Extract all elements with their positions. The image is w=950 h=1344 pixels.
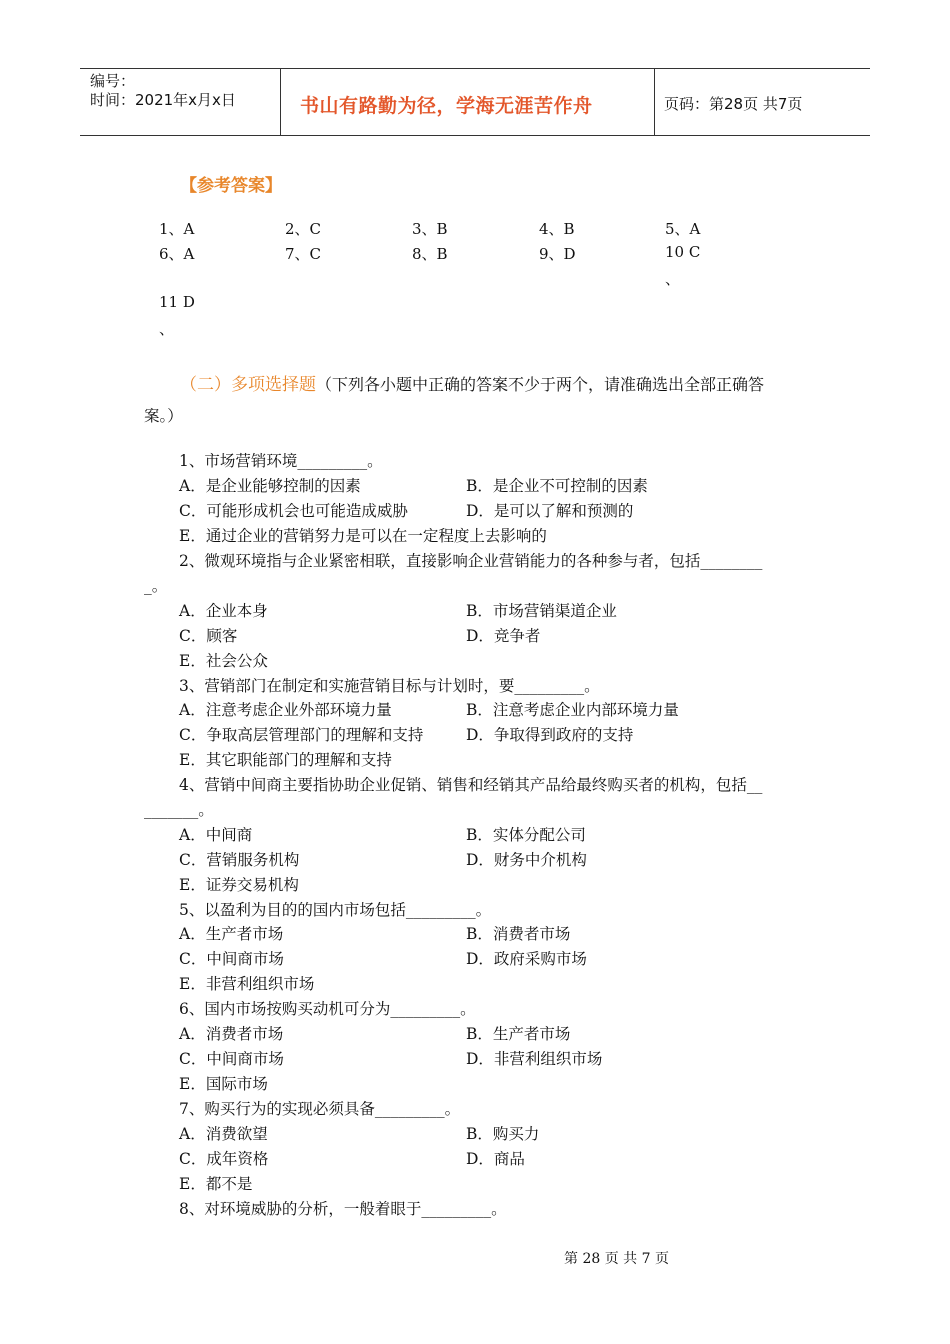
question-stem-cont: _。	[144, 577, 168, 595]
option-a: A．消费欲望	[179, 1125, 268, 1143]
question-stem: 3、营销部门在制定和实施营销目标与计划时，要_________。	[179, 677, 600, 695]
answer-item: 1、A	[159, 220, 195, 238]
option-d: D．政府采购市场	[466, 950, 587, 968]
option-c: C．可能形成机会也可能造成威胁	[179, 502, 408, 520]
option-d: D．财务中介机构	[466, 851, 587, 869]
section-intro: （下列各小题中正确的答案不少于两个，请准确选出全部正确答	[316, 375, 765, 394]
option-e: E．证券交易机构	[179, 876, 299, 894]
header-code: 编号：	[90, 72, 136, 90]
option-c: C．争取高层管理部门的理解和支持	[179, 726, 424, 744]
option-c: C．中间商市场	[179, 950, 284, 968]
answer-item: 4、B	[539, 220, 575, 238]
option-b: B．市场营销渠道企业	[466, 602, 617, 620]
option-a: A．消费者市场	[179, 1025, 284, 1043]
option-b: B．消费者市场	[466, 925, 571, 943]
option-a: A．是企业能够控制的因素	[179, 477, 361, 495]
option-d: D．争取得到政府的支持	[466, 726, 634, 744]
option-d: D．非营利组织市场	[466, 1050, 603, 1068]
question-stem: 1、市场营销环境_________。	[179, 452, 383, 470]
option-e: E．通过企业的营销努力是可以在一定程度上去影响的	[179, 527, 547, 545]
option-b: B．实体分配公司	[466, 826, 586, 844]
option-b: B．是企业不可控制的因素	[466, 477, 648, 495]
question-stem: 5、以盈利为目的的国内市场包括_________。	[179, 901, 492, 919]
answers-title: 【参考答案】	[180, 176, 282, 196]
question-stem: 7、购买行为的实现必须具备_________。	[179, 1100, 461, 1118]
section-heading	[180, 370, 764, 395]
header-page-info: 页码：第28页 共7页	[664, 95, 803, 113]
section-intro-cont: 案。）	[144, 407, 183, 425]
header-divider-right	[654, 68, 655, 136]
option-d: D．商品	[466, 1150, 525, 1168]
answer-item: 5、A	[665, 220, 701, 238]
option-e: E．其它职能部门的理解和支持	[179, 751, 392, 769]
option-c: C．营销服务机构	[179, 851, 300, 869]
header-motto: 书山有路勤为径，学海无涯苦作舟	[300, 95, 593, 117]
answer-item: 7、C	[285, 245, 322, 263]
question-stem: 2、微观环境指与企业紧密相联，直接影响企业营销能力的各种参与者，包括________	[179, 552, 763, 570]
option-d: D．是可以了解和预测的	[466, 502, 634, 520]
question-stem-cont: _______。	[144, 801, 214, 819]
option-e: E．都不是	[179, 1175, 253, 1193]
header-divider-left	[280, 68, 281, 136]
option-d: D．竞争者	[466, 627, 541, 645]
option-a: A．注意考虑企业外部环境力量	[179, 701, 392, 719]
question-stem: 6、国内市场按购买动机可分为_________。	[179, 1000, 476, 1018]
answer-item: 8、B	[412, 245, 448, 263]
answer-item: 9、D	[539, 245, 576, 263]
footer-page-number: 第 28 页 共 7 页	[564, 1251, 669, 1267]
answer-item: 6、A	[159, 245, 195, 263]
answer-item: 3、B	[412, 220, 448, 238]
option-b: B．注意考虑企业内部环境力量	[466, 701, 679, 719]
header-time: 时间：2021年x月x日	[90, 91, 236, 109]
header-top-rule	[80, 68, 870, 69]
answer-item: 10 C	[665, 243, 701, 261]
option-a: A．生产者市场	[179, 925, 284, 943]
answer-item: 2、C	[285, 220, 322, 238]
answer-item-tail: 、	[665, 270, 681, 288]
option-c: C．顾客	[179, 627, 238, 645]
option-c: C．成年资格	[179, 1150, 269, 1168]
header-bottom-rule	[80, 135, 870, 136]
option-e: E．国际市场	[179, 1075, 268, 1093]
option-b: B．购买力	[466, 1125, 540, 1143]
section-title: （二）多项选择题	[180, 375, 316, 395]
option-a: A．中间商	[179, 826, 253, 844]
option-c: C．中间商市场	[179, 1050, 284, 1068]
answer-item: 11 D	[159, 293, 195, 311]
question-stem: 4、营销中间商主要指协助企业促销、销售和经销其产品给最终购买者的机构，包括__	[179, 776, 763, 794]
answer-item-tail: 、	[159, 320, 175, 338]
question-stem: 8、对环境威胁的分析，一般着眼于_________。	[179, 1200, 507, 1218]
option-b: B．生产者市场	[466, 1025, 571, 1043]
option-a: A．企业本身	[179, 602, 268, 620]
option-e: E．社会公众	[179, 652, 268, 670]
option-e: E．非营利组织市场	[179, 975, 315, 993]
